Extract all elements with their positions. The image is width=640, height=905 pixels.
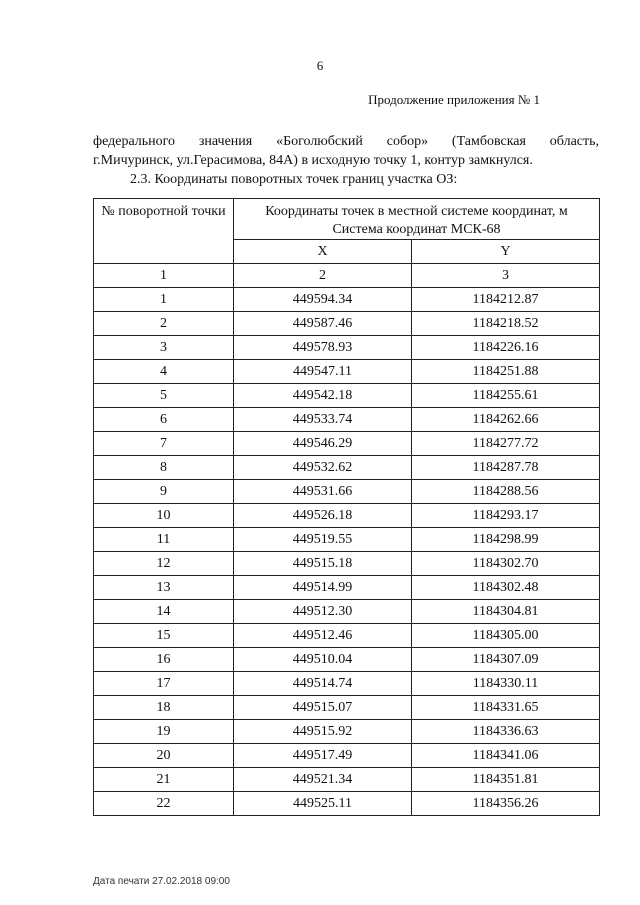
y-coordinate-cell: 1184304.81 (412, 600, 600, 624)
table-row (94, 672, 600, 696)
point-number-cell: 18 (94, 696, 234, 720)
point-number-cell: 14 (94, 600, 234, 624)
header-x: X (234, 240, 412, 264)
x-coordinate-cell: 449587.46 (234, 312, 412, 336)
table-row (94, 576, 600, 600)
point-number-cell: 12 (94, 552, 234, 576)
paragraph-line-1: федерального значения «Боголюбский собор» (Тамбовская область, (93, 134, 599, 149)
table-row (94, 696, 600, 720)
point-number-cell: 20 (94, 744, 234, 768)
column-index-2: 2 (234, 264, 412, 288)
column-index-3: 3 (412, 264, 600, 288)
x-coordinate-cell: 449531.66 (234, 480, 412, 504)
x-coordinate-cell: 449521.34 (234, 768, 412, 792)
column-index-1: 1 (94, 264, 234, 288)
x-coordinate-cell: 449525.11 (234, 792, 412, 816)
point-number-cell: 9 (94, 480, 234, 504)
point-number-cell: 16 (94, 648, 234, 672)
y-coordinate-cell: 1184262.66 (412, 408, 600, 432)
table-row (94, 360, 600, 384)
y-coordinate-cell: 1184302.48 (412, 576, 600, 600)
table-row (94, 312, 600, 336)
table-row (94, 624, 600, 648)
y-coordinate-cell: 1184302.70 (412, 552, 600, 576)
y-coordinate-cell: 1184341.06 (412, 744, 600, 768)
y-coordinate-cell: 1184287.78 (412, 456, 600, 480)
x-coordinate-cell: 449517.49 (234, 744, 412, 768)
x-coordinate-cell: 449519.55 (234, 528, 412, 552)
y-coordinate-cell: 1184336.63 (412, 720, 600, 744)
x-coordinate-cell: 449578.93 (234, 336, 412, 360)
x-coordinate-cell: 449512.30 (234, 600, 412, 624)
point-number-cell: 19 (94, 720, 234, 744)
point-number-cell: 7 (94, 432, 234, 456)
table-row (94, 456, 600, 480)
y-coordinate-cell: 1184277.72 (412, 432, 600, 456)
print-date: Дата печати 27.02.2018 09:00 (93, 876, 230, 887)
table-row (94, 552, 600, 576)
table-row (94, 288, 600, 312)
table-row (94, 480, 600, 504)
section-heading: 2.3. Координаты поворотных точек границ участка ОЗ: (130, 172, 458, 187)
x-coordinate-cell: 449514.74 (234, 672, 412, 696)
point-number-cell: 21 (94, 768, 234, 792)
table-row (94, 720, 600, 744)
x-coordinate-cell: 449512.46 (234, 624, 412, 648)
x-coordinate-cell: 449515.92 (234, 720, 412, 744)
coordinates-table (93, 198, 600, 816)
header-point-number: № поворотной точки (94, 199, 234, 264)
point-number-cell: 3 (94, 336, 234, 360)
x-coordinate-cell: 449532.62 (234, 456, 412, 480)
y-coordinate-cell: 1184305.00 (412, 624, 600, 648)
table-row (94, 384, 600, 408)
point-number-cell: 4 (94, 360, 234, 384)
table-row (94, 648, 600, 672)
point-number-cell: 17 (94, 672, 234, 696)
table-row (94, 768, 600, 792)
header-y: Y (412, 240, 600, 264)
point-number-cell: 2 (94, 312, 234, 336)
table-row (94, 504, 600, 528)
y-coordinate-cell: 1184226.16 (412, 336, 600, 360)
point-number-cell: 13 (94, 576, 234, 600)
y-coordinate-cell: 1184288.56 (412, 480, 600, 504)
header-coordinates (234, 199, 600, 240)
y-coordinate-cell: 1184307.09 (412, 648, 600, 672)
table-row (94, 528, 600, 552)
y-coordinate-cell: 1184331.65 (412, 696, 600, 720)
point-number-cell: 15 (94, 624, 234, 648)
y-coordinate-cell: 1184251.88 (412, 360, 600, 384)
y-coordinate-cell: 1184356.26 (412, 792, 600, 816)
x-coordinate-cell: 449533.74 (234, 408, 412, 432)
y-coordinate-cell: 1184212.87 (412, 288, 600, 312)
paragraph-line-2: г.Мичуринск, ул.Герасимова, 84А) в исходную точку 1, контур замкнулся. (93, 153, 533, 168)
table-row (94, 744, 600, 768)
x-coordinate-cell: 449547.11 (234, 360, 412, 384)
y-coordinate-cell: 1184351.81 (412, 768, 600, 792)
x-coordinate-cell: 449594.34 (234, 288, 412, 312)
header-coordinates-line2: Система координат МСК-68 (332, 222, 501, 237)
x-coordinate-cell: 449526.18 (234, 504, 412, 528)
table-row (94, 792, 600, 816)
x-coordinate-cell: 449515.18 (234, 552, 412, 576)
table-row (94, 336, 600, 360)
appendix-note: Продолжение приложения № 1 (368, 92, 540, 107)
page-number: 6 (316, 58, 324, 73)
x-coordinate-cell: 449510.04 (234, 648, 412, 672)
table-row (94, 600, 600, 624)
point-number-cell: 10 (94, 504, 234, 528)
table-row (94, 432, 600, 456)
y-coordinate-cell: 1184218.52 (412, 312, 600, 336)
point-number-cell: 22 (94, 792, 234, 816)
point-number-cell: 1 (94, 288, 234, 312)
y-coordinate-cell: 1184293.17 (412, 504, 600, 528)
y-coordinate-cell: 1184255.61 (412, 384, 600, 408)
y-coordinate-cell: 1184298.99 (412, 528, 600, 552)
header-coordinates-line1: Координаты точек в местной системе координат, м (265, 204, 568, 219)
point-number-cell: 11 (94, 528, 234, 552)
point-number-cell: 5 (94, 384, 234, 408)
table-row (94, 408, 600, 432)
point-number-cell: 6 (94, 408, 234, 432)
x-coordinate-cell: 449546.29 (234, 432, 412, 456)
x-coordinate-cell: 449542.18 (234, 384, 412, 408)
point-number-cell: 8 (94, 456, 234, 480)
x-coordinate-cell: 449514.99 (234, 576, 412, 600)
y-coordinate-cell: 1184330.11 (412, 672, 600, 696)
table-body (94, 288, 600, 816)
x-coordinate-cell: 449515.07 (234, 696, 412, 720)
